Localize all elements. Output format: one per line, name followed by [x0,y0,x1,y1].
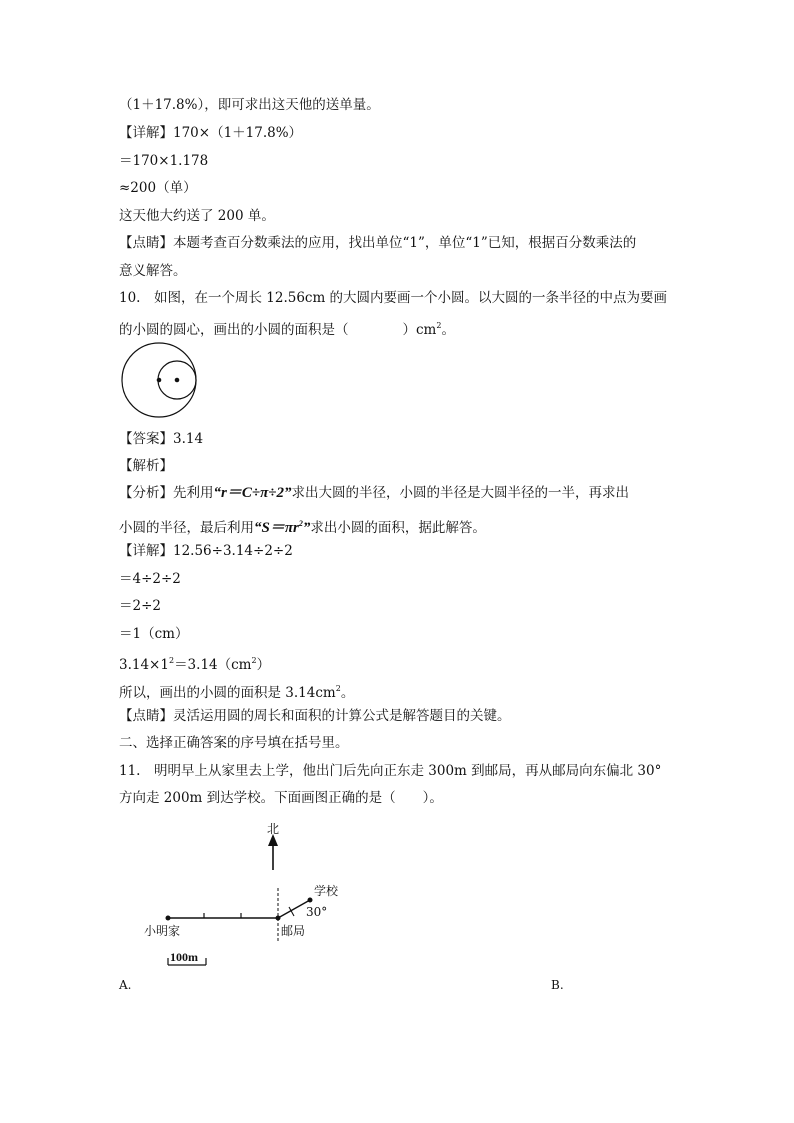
superscript: 2 [436,321,442,330]
option-b-label: B. [551,978,564,992]
option-a-label: A. [119,978,132,992]
text-line: （1＋17.8%），即可求出这天他的送单量。 [119,97,380,113]
detail-line [119,652,270,674]
detail-line [119,680,354,702]
text-span: ） [256,657,271,673]
text-span: 3.14×1 [119,657,169,673]
text-span: 所以，画出的小圆的面积是 3.14cm [119,685,336,701]
text-line: 这天他大约送了 200 单。 [119,208,275,224]
route-diagram [140,818,360,968]
text-line: 意义解答。 [119,263,187,279]
superscript: 2 [335,684,341,693]
superscript: 2 [251,656,257,665]
post-label: 邮局 [281,924,306,938]
text-span: 。 [340,685,355,701]
comment-line: 【点睛】灵活运用圆的周长和面积的计算公式是解答题目的关键。 [119,708,511,724]
question-10-line1: 10. 如图，在一个周长 12.56cm 的大圆内要画一个小圆。以大圆的一条半径的中点为要画 [119,290,668,306]
school-dot [308,898,313,903]
superscript: 2 [168,656,175,665]
answer-line: 【答案】3.14 [119,431,204,447]
section-heading: 二、选择正确答案的序号填在括号里。 [119,735,349,751]
text-span: 求出大圆的半径，小圆的半径是大圆半径的一半，再求出 [291,485,629,501]
text-span: ＝3.14（cm [174,657,252,673]
scale-label: 100m [170,950,198,964]
school-label: 学校 [314,884,339,898]
detail-line: ＝2÷2 [119,598,161,614]
home-label: 小明家 [144,924,181,938]
question-11-line2: 方向走 200m 到达学校。下面画图正确的是（ ）。 [119,790,443,806]
text-line: 【详解】170×（1＋17.8%） [119,125,303,141]
text-span: 的小圆的圆心，画出的小圆的面积是（ ）cm [119,322,437,338]
formula-part: “S＝πr [254,520,299,536]
text-span: 【分析】先利用 [119,485,214,501]
question-11-line1: 11. 明明早上从家里去上学，他出门后先向正东走 300m 到邮局，再从邮局向东偏北 30° [119,763,662,779]
circles-figure [120,342,200,420]
analysis-heading: 【解析】 [119,458,173,474]
text-span: 。 [441,322,455,338]
text-line: 【点睛】本题考查百分数乘法的应用，找出单位“1”，单位“1”已知，根据百分数乘法的 [119,235,637,251]
north-label: 北 [267,822,280,836]
angle-label: 30° [306,905,328,919]
text-span: 求出小圆的面积，据此解答。 [310,520,486,536]
detail-line: ＝4÷2÷2 [119,571,181,587]
superscript: 2 [298,519,303,528]
home-dot [166,916,171,921]
text-line: ＝170×1.178 [119,153,209,169]
question-10-line2 [119,317,455,339]
center-dot-small [175,378,180,383]
analysis-line2 [119,515,486,537]
formula-part: ” [302,520,311,536]
center-dot-large [157,378,162,383]
radius-formula: “r＝C÷π÷2” [213,485,292,501]
analysis-line1 [119,484,629,502]
detail-line: ＝1（cm） [119,626,189,642]
text-span: 小圆的半径，最后利用 [119,520,254,536]
area-formula [254,520,310,536]
detail-line: 【详解】12.56÷3.14÷2÷2 [119,543,293,559]
text-line: ≈200（单） [119,180,197,196]
